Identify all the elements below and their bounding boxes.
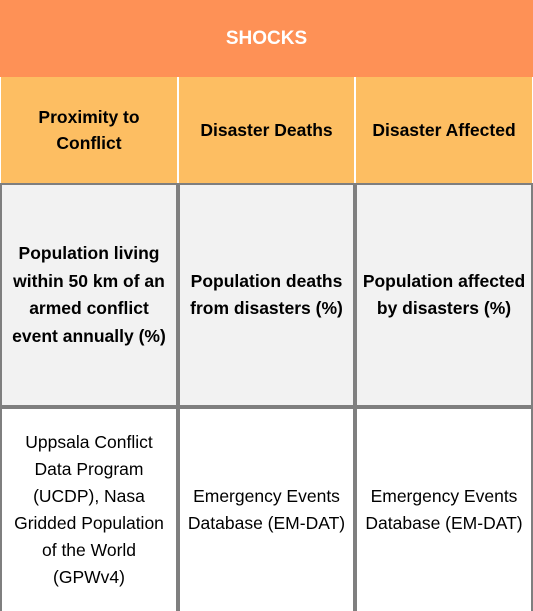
table-title: SHOCKS: [0, 0, 533, 77]
column-header-disaster-affected: Disaster Affected: [355, 77, 533, 183]
source-disaster-deaths: Emergency Events Database (EM-DAT): [178, 407, 355, 611]
indicator-proximity-to-conflict: Population living within 50 km of an armed conflict event annually (%): [0, 183, 178, 407]
source-proximity-to-conflict: Uppsala Conflict Data Program (UCDP), Nasa Gridded Population of the World (GPWv4): [0, 407, 178, 611]
source-disaster-affected: Emergency Events Database (EM-DAT): [355, 407, 533, 611]
column-header-proximity-to-conflict: Proximity to Conflict: [0, 77, 178, 183]
indicator-disaster-affected: Population affected by disasters (%): [355, 183, 533, 407]
column-header-disaster-deaths: Disaster Deaths: [178, 77, 355, 183]
indicator-disaster-deaths: Population deaths from disasters (%): [178, 183, 355, 407]
